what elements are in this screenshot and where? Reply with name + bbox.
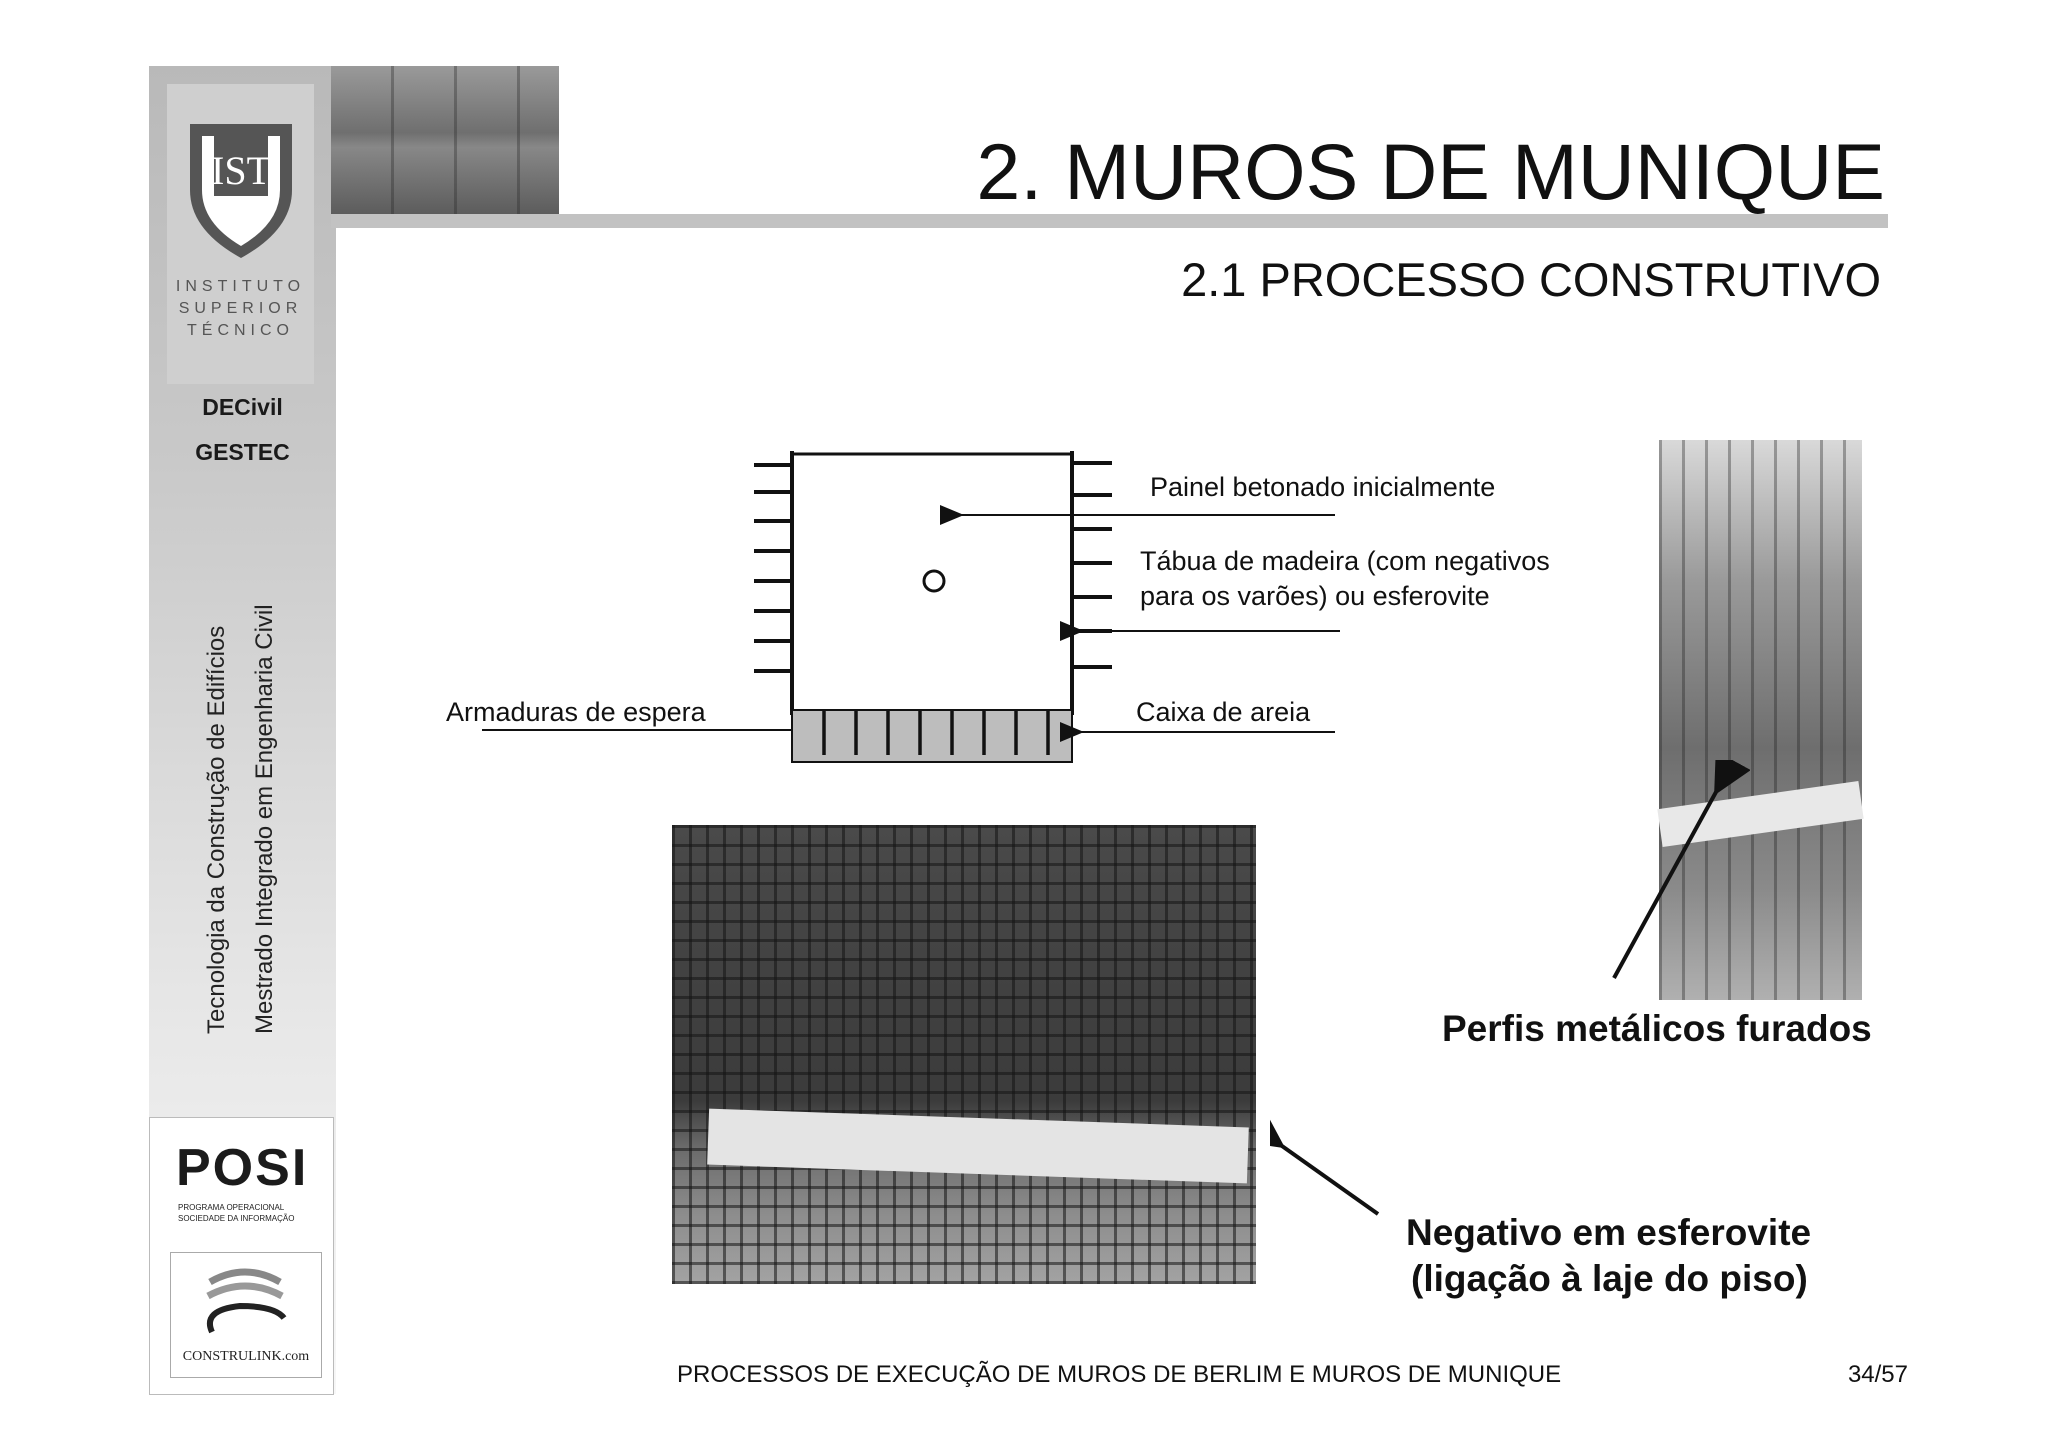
caption-negative-line-1: Negativo em esferovite: [1406, 1212, 1812, 1253]
course-title-vertical: Tecnologia da Construção de Edifícios: [203, 625, 230, 1034]
institute-line-3: TÉCNICO: [187, 322, 294, 339]
rebar-mesh-photo: [672, 825, 1256, 1284]
label-panel: Painel betonado inicialmente: [1150, 472, 1496, 502]
construlink-logo-text: CONSTRULINK.com: [182, 1349, 310, 1364]
negative-arrow-icon: [1282, 1146, 1378, 1214]
page-subtitle: 2.1 PROCESSO CONSTRUTIVO: [1181, 253, 1881, 306]
ist-shield-logo: [188, 120, 294, 262]
right-rebars: [1072, 451, 1112, 715]
label-board-line-2: para os varões) ou esferovite: [1140, 581, 1490, 611]
posi-subtitle-1: PROGRAMA OPERACIONAL: [178, 1203, 285, 1212]
label-sandbox: Caixa de areia: [1136, 697, 1311, 727]
label-board-line-1: Tábua de madeira (com negativos: [1140, 546, 1550, 576]
ist-logo-text: IST: [211, 148, 271, 193]
sand-box: [792, 710, 1072, 762]
caption-beams: Perfis metálicos furados: [1442, 1008, 1872, 1049]
posi-subtitle-2: SOCIEDADE DA INFORMAÇÃO: [178, 1214, 295, 1223]
beams-arrow-icon: [1614, 792, 1716, 978]
header-wall-photo: [331, 66, 559, 214]
construlink-swoosh-icon: [200, 1262, 290, 1342]
institute-line-2: SUPERIOR: [178, 300, 303, 317]
institute-line-1: INSTITUTO: [175, 278, 306, 295]
footer-text: PROCESSOS DE EXECUÇÃO DE MUROS DE BERLIM E MUROS DE MUNIQUE: [677, 1361, 1562, 1388]
page-title: 2. MUROS DE MUNIQUE: [976, 127, 1885, 216]
degree-title-vertical: Mestrado Integrado em Engenharia Civil: [251, 604, 278, 1034]
dept-decivil: DECivil: [202, 394, 283, 420]
posi-logo: POSI: [176, 1139, 309, 1197]
label-rebars: Armaduras de espera: [446, 697, 706, 727]
caption-arrows: [1270, 760, 1750, 1230]
page-number: 34/57: [1847, 1361, 1908, 1388]
rebar-hole-icon: [924, 571, 944, 591]
dept-gestec: GESTEC: [195, 439, 290, 465]
caption-negative-line-2: (ligação à laje do piso): [1411, 1258, 1808, 1299]
left-rebars: [754, 451, 792, 715]
